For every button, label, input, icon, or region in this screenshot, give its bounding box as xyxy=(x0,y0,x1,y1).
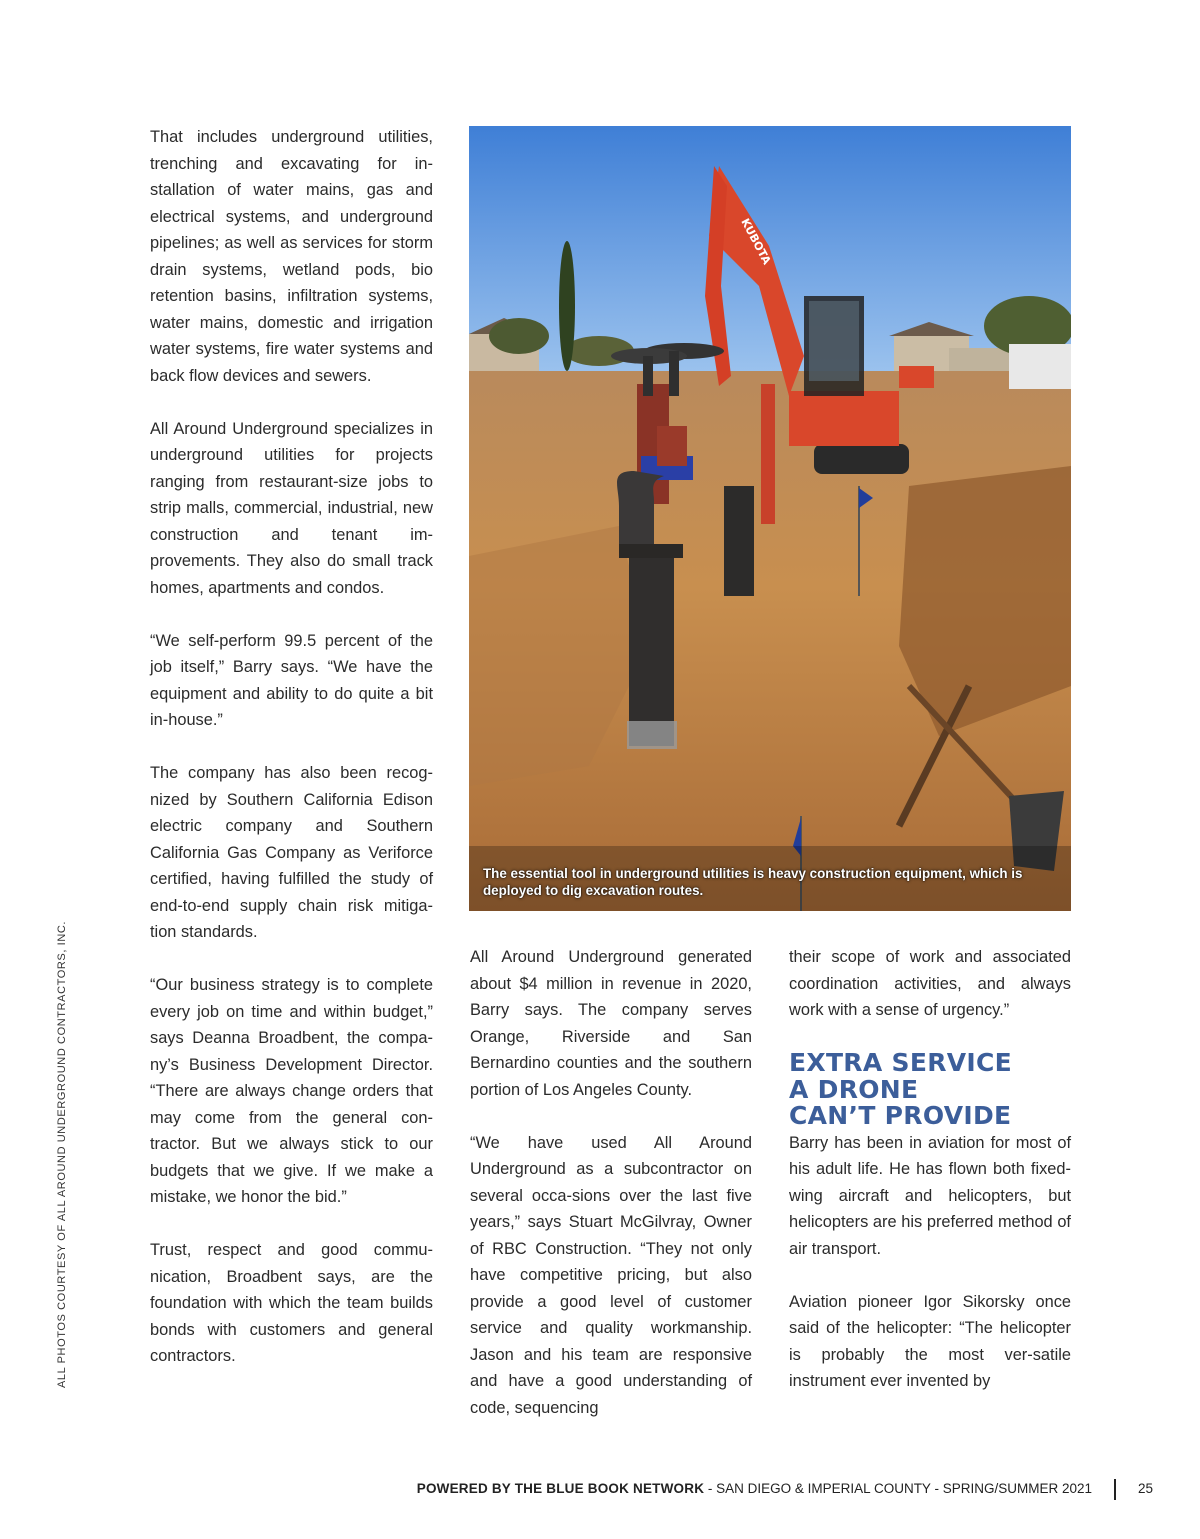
heading-line: A DRONE xyxy=(789,1074,919,1104)
footer-divider xyxy=(1114,1479,1116,1500)
body-paragraph: That includes underground utilities, trenching and excavating for in-stallation of water mains, gas and electrical systems, and underground pipelines; as well as services for storm drain systems, wetland pods, bio retention basins, infiltration systems, water mains, domestic and irrigation water systems, fire water systems and back flow devices and sewers. xyxy=(150,128,433,385)
section-heading xyxy=(789,1050,1071,1130)
body-paragraph: “We have used All Around Underground as a subcontractor on several occa-sions over the last five years,” says Stuart McGilvray, Owner of RBC Construction. “They not only have competitive pricing, but also provide a good level of customer service and quality workmanship. Jason and his team are responsive and have a good understanding of code, sequencing xyxy=(470,1133,752,1417)
page-footer xyxy=(0,1479,1200,1499)
body-paragraph: “We self-perform 99.5 percent of the job itself,” Barry says. “We have the equipment and ability to do quite a bit in-house.” xyxy=(150,631,433,729)
page-number: 25 xyxy=(1138,1481,1154,1496)
body-paragraph: “Our business strategy is to complete every job on time and within budget,” says Deanna Broadbent, the compa-ny’s Business Development Director. “There are always change orders that may come from the general con-tractor. But we always stick to our budgets that we give. If we make a mistake, we honor the bid.” xyxy=(150,976,433,1206)
photo-caption: The essential tool in underground utilities is heavy construction equipment, which is deployed to dig excavation routes. xyxy=(483,866,1023,898)
body-paragraph: All Around Underground specializes in underground utilities for projects ranging from restaurant-size jobs to strip malls, commercial, industrial, new construction and tenant im-provements. They also do small track homes, apartments and condos. xyxy=(150,419,433,597)
trench xyxy=(899,466,1071,736)
footer-text xyxy=(417,1481,1092,1496)
column-1 xyxy=(150,124,433,1396)
body-paragraph: Trust, respect and good commu-nication, Broadbent says, are the foundation with which the team builds bonds with customers and general contractors. xyxy=(150,1241,433,1365)
body-paragraph: All Around Underground generated about $4 million in revenue in 2020, Barry says. The company serves Orange, Riverside and San Bernardino counties and the southern portion of Los Angeles County. xyxy=(470,948,752,1099)
body-paragraph: their scope of work and associated coordination activities, and always work with a sense of urgency.” xyxy=(789,948,1071,1019)
construction-photo xyxy=(469,126,1071,911)
column-2 xyxy=(470,944,752,1448)
heading-line: EXTRA SERVICE xyxy=(789,1048,1013,1077)
body-paragraph: The company has also been recog-nized by Southern California Edison electric company and Southern California Gas Company as Veriforce certified, having fulfilled the study of end-to-end supply chain risk mitiga-tion standards. xyxy=(150,764,433,941)
photo-credit: ALL PHOTOS COURTESY OF ALL AROUND UNDERGROUND CONTRACTORS, INC. xyxy=(56,920,68,1388)
excavation-site-illustration xyxy=(469,126,1071,911)
column-3 xyxy=(789,944,1071,1421)
footer-edition: - SAN DIEGO & IMPERIAL COUNTY - SPRING/SUMMER 2021 xyxy=(704,1481,1092,1496)
body-paragraph: Barry has been in aviation for most of his adult life. He has flown both fixed-wing aircraft and helicopters, but helicopters are his preferred method of air transport. xyxy=(789,1133,1071,1258)
heading-line: CAN’T PROVIDE xyxy=(789,1101,1012,1130)
excavator-brand: KUBOTA xyxy=(738,216,774,267)
footer-brand: POWERED BY THE BLUE BOOK NETWORK xyxy=(416,1481,705,1496)
body-paragraph: Aviation pioneer Igor Sikorsky once said of the helicopter: “The helicopter is probably the most ver-satile instrument ever invented by xyxy=(789,1292,1071,1390)
